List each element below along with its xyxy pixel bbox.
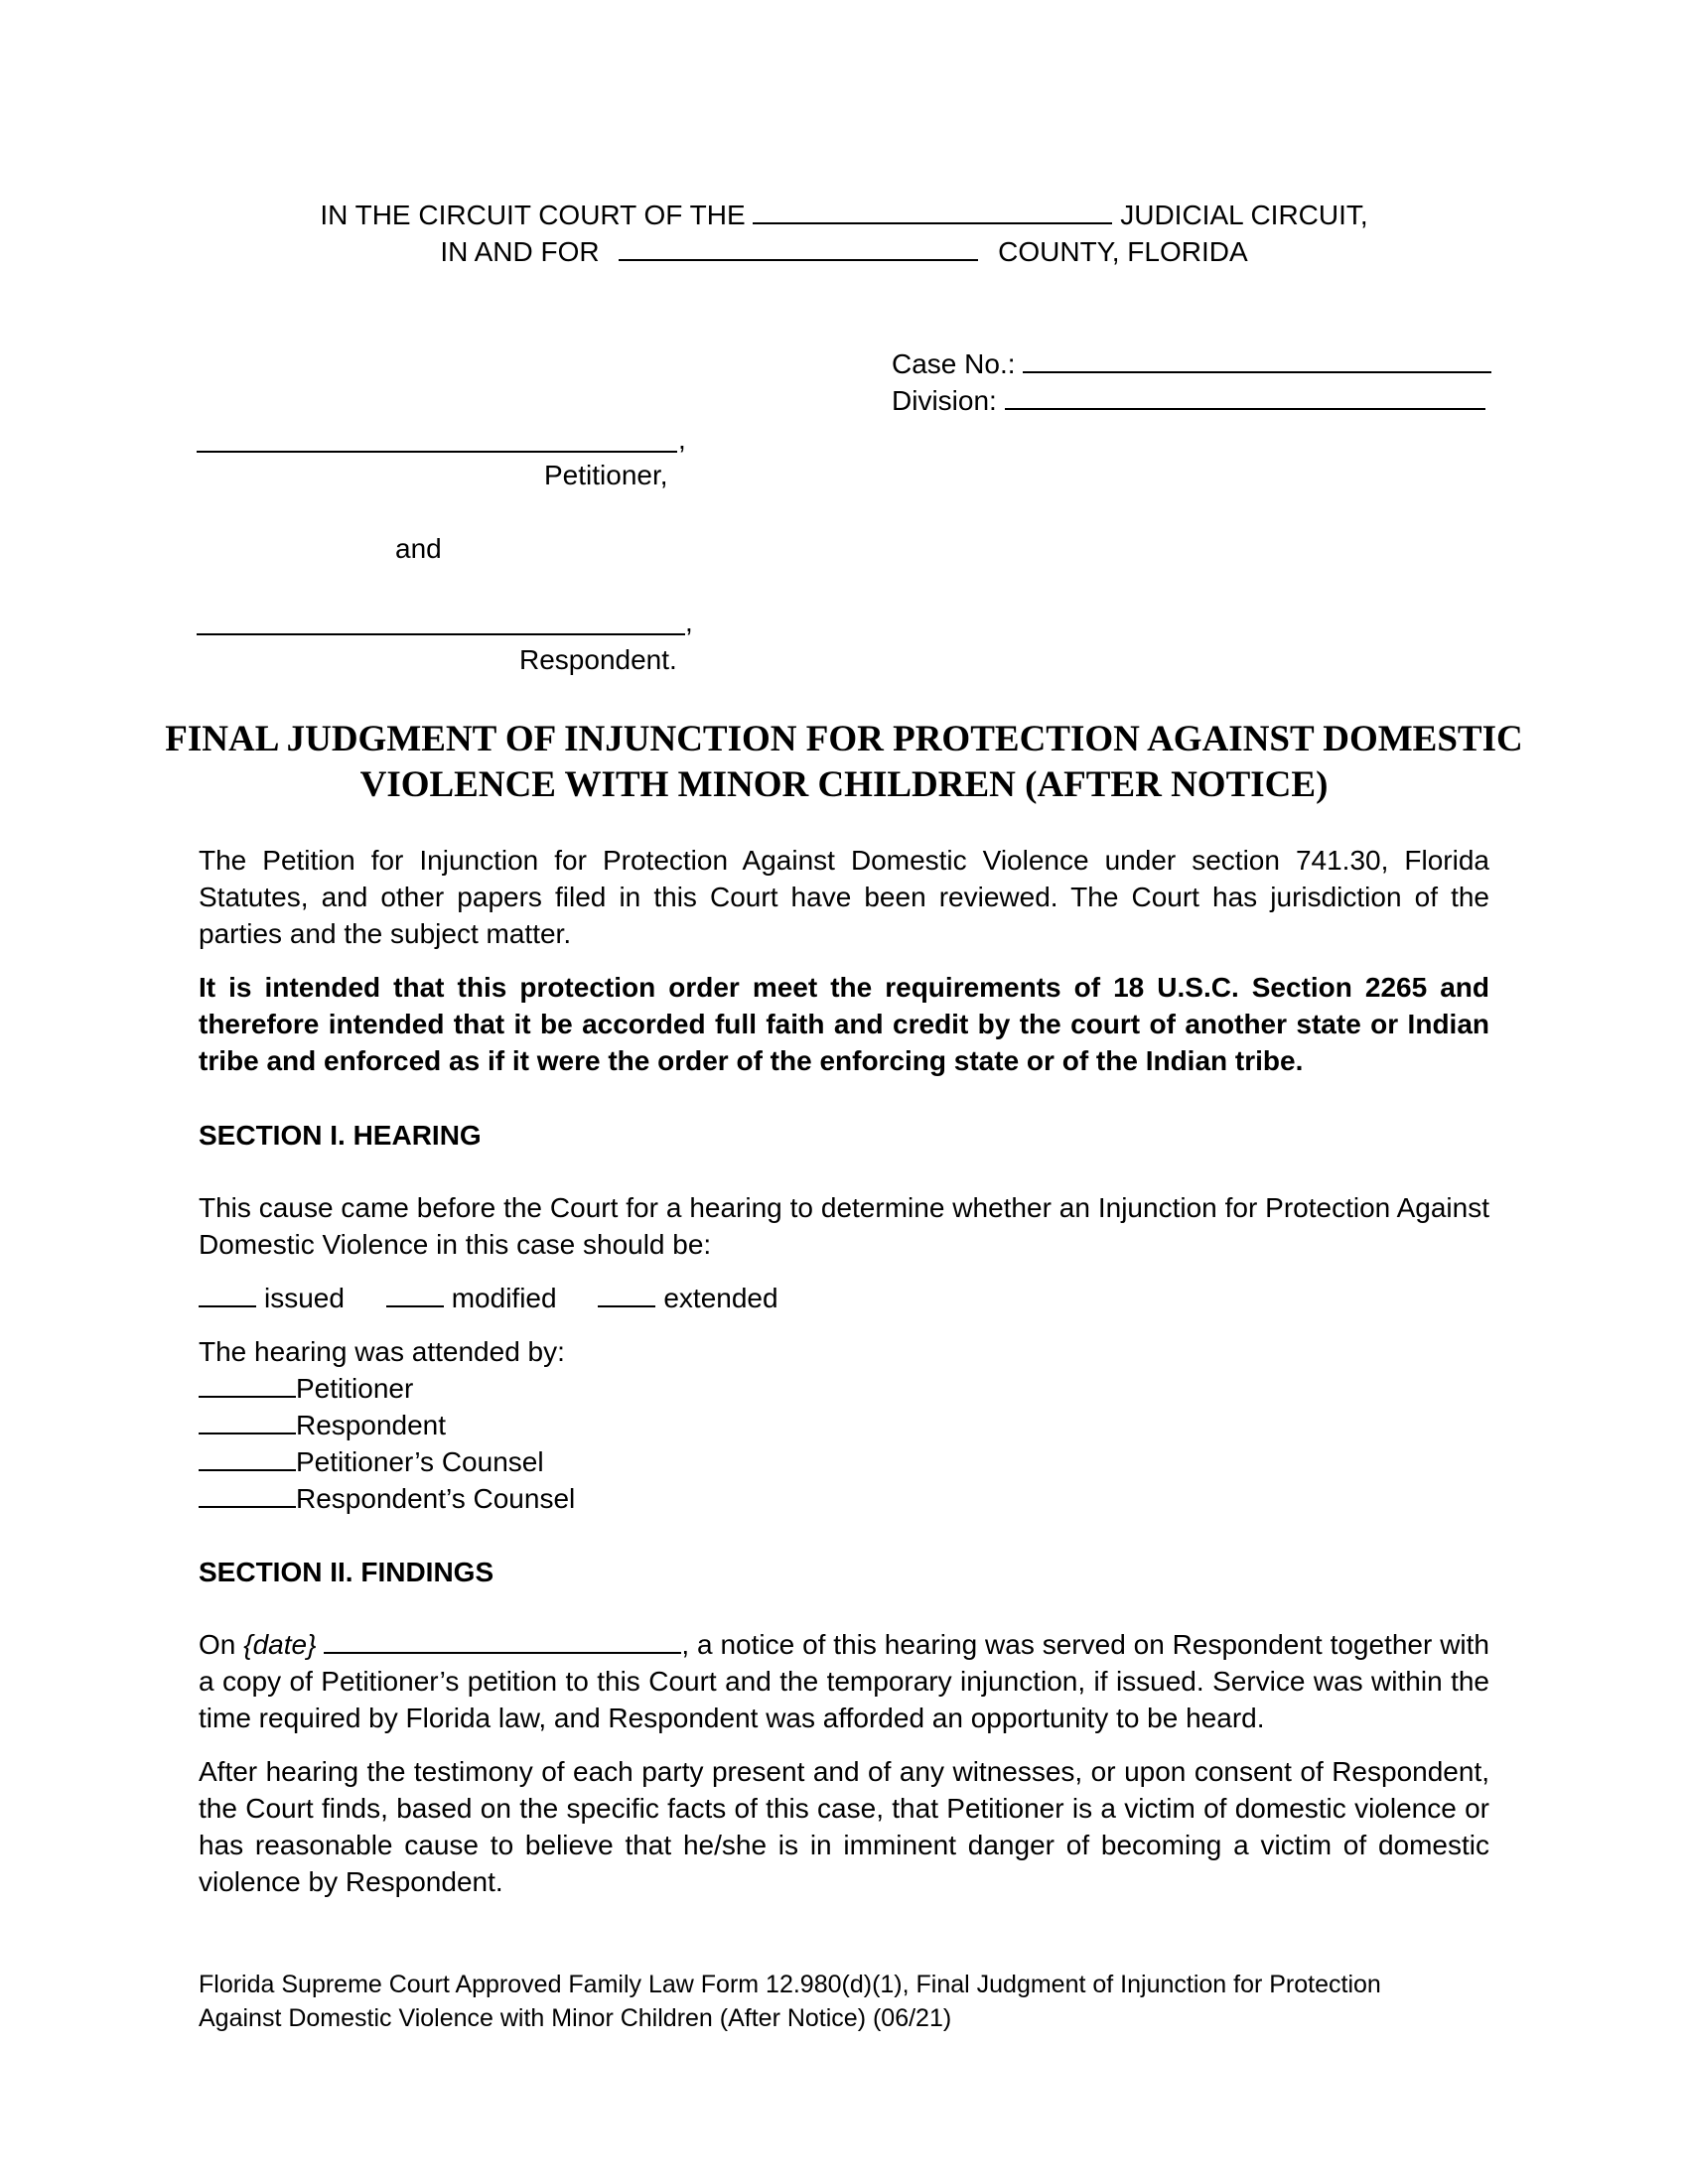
modified-checkbox[interactable] [386,1282,444,1307]
document-title [159,717,1529,808]
division-label: Division: [892,385,997,416]
attendee-petitioner: Petitioner [296,1373,414,1404]
and-label: and [395,533,442,564]
attendee-respondent: Respondent [296,1410,447,1440]
respondent-name-field[interactable] [197,633,685,635]
court-header [0,197,1688,270]
county-prefix: IN AND FOR [440,236,600,267]
respondent-comma: , [685,607,693,637]
notice-text: , a notice of this hearing was served on Respondent together with a copy of Petitioner’s petition to this Court and the temporary injunction, if issued. Service was within the time required by Florida law, and Respondent was afforded an opportunity to be heard. [199,1629,1489,1733]
attendee-respondent-counsel: Respondent’s Counsel [296,1483,576,1514]
intro-paragraph: The Petition for Injunction for Protection Against Domestic Violence under section 741.30, Florida Statutes, and other papers filed in this Court have been reviewed. The Court has jurisdiction of the parties and the subject matter. [199,845,1489,949]
respondent-label: Respondent. [519,644,677,675]
section-findings [199,1554,1489,1900]
intro [199,842,1489,1079]
notice-date-field[interactable] [324,1626,681,1654]
footer-line-2: Against Domestic Violence with Minor Children (After Notice) (06/21) [199,2004,952,2032]
case-no-field[interactable] [1023,345,1491,373]
option-extended: extended [663,1283,778,1313]
court-line-1 [0,197,1688,233]
court-line-2 [0,233,1688,270]
attendee-row [199,1370,1489,1407]
section-hearing [199,1117,1489,1517]
petitioner-comma: , [678,424,686,455]
form-footer [199,1968,1489,2035]
option-modified: modified [451,1283,557,1313]
on-label: On [199,1629,236,1660]
title-line-1: FINAL JUDGMENT OF INJUNCTION FOR PROTECTION AGAINST DOMESTIC [165,719,1523,759]
attended-label: The hearing was attended by: [199,1336,565,1367]
petitioner-counsel-attended-checkbox[interactable] [199,1445,296,1471]
footer-line-1: Florida Supreme Court Approved Family Law Form 12.980(d)(1), Final Judgment of Injunction for Protection [199,1971,1381,1998]
court-prefix: IN THE CIRCUIT COURT OF THE [320,200,746,230]
attendee-row [199,1407,1489,1443]
case-no-label: Case No.: [892,348,1016,379]
section-2-heading: SECTION II. FINDINGS [199,1557,494,1587]
county-field[interactable] [619,233,978,261]
case-no-row [892,345,1491,382]
division-field[interactable] [1005,382,1485,410]
case-info [892,345,1491,419]
court-suffix: JUDICIAL CIRCUIT, [1120,200,1368,230]
title-line-2: VIOLENCE WITH MINOR CHILDREN (AFTER NOTICE) [359,764,1329,805]
date-placeholder: {date} [243,1629,317,1660]
hearing-paragraph: This cause came before the Court for a hearing to determine whether an Injunction for Protection Against Domestic Violence in this case should be: [199,1192,1489,1260]
attendee-row [199,1480,1489,1517]
hearing-options [199,1280,1489,1316]
petitioner-name-field[interactable] [197,451,677,453]
attendee-row [199,1443,1489,1480]
division-row [892,382,1491,419]
findings-paragraph: After hearing the testimony of each party present and of any witnesses, or upon consent of Respondent, the Court finds, based on the specific facts of this case, that Petitioner is a victim of domestic violence or has reasonable cause to believe that he/she is in imminent danger of becoming a victim of domestic violence by Respondent. [199,1756,1489,1897]
attendee-petitioner-counsel: Petitioner’s Counsel [296,1446,544,1477]
county-suffix: COUNTY, FLORIDA [998,236,1248,267]
petitioner-label: Petitioner, [544,460,668,490]
extended-checkbox[interactable] [598,1282,655,1307]
issued-checkbox[interactable] [199,1282,256,1307]
respondent-counsel-attended-checkbox[interactable] [199,1482,296,1508]
petitioner-attended-checkbox[interactable] [199,1372,296,1398]
judicial-circuit-field[interactable] [753,197,1112,224]
respondent-attended-checkbox[interactable] [199,1409,296,1434]
full-faith-paragraph: It is intended that this protection order meet the requirements of 18 U.S.C. Section 2265 and therefore intended that it be accorded full faith and credit by the court of another state or Indian tribe and enforced as if it were the order of the enforcing state or of the Indian tribe. [199,972,1489,1076]
notice-paragraph [199,1626,1489,1736]
section-1-heading: SECTION I. HEARING [199,1120,482,1151]
option-issued: issued [264,1283,345,1313]
